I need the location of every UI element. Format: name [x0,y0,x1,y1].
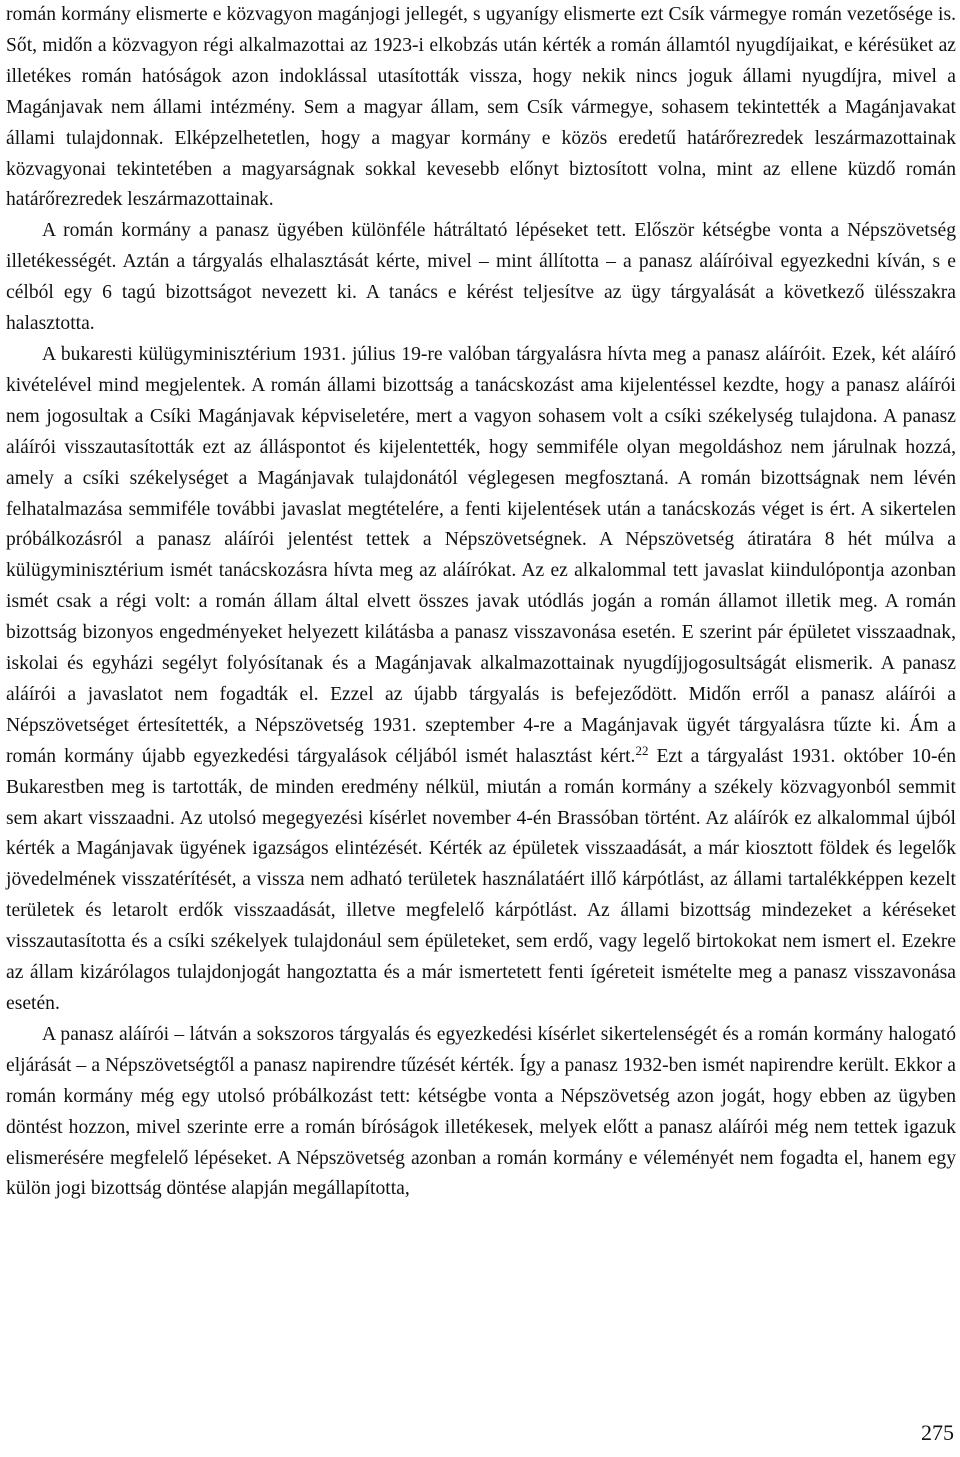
paragraph-3 [6,340,956,1020]
document-body [6,0,956,1205]
paragraph-1-text: román kormány elismerte e közvagyon magánjogi jellegét, s ugyanígy elismerte ezt Csík vármegye román vezetősége is. Sőt, midőn a közvagyon régi alkalmazottai az 1923-i elkobzás után kérték a román államtól nyugdíjaikat, e kérésüket az illetékes román hatóságok azon indoklással utasították vissza, hogy nekik nincs joguk állami nyugdíjra, mivel a Magánjavak nem állami intézmény. Sem a magyar állam, sem Csík vármegye, sohasem tekintették a Magánjavakat állami tulajdonnak. Elképzelhetetlen, hogy a magyar kormány e közös eredetű határőrezredek leszármazottainak közvagyonai tekintetében a magyarságnak sokkal kevesebb előnyt biztosított volna, mint az ellene küzdő román határőrezredek leszármazottainak. [6,4,956,211]
footnote-reference[interactable]: 22 [635,742,649,758]
paragraph-2-text: A román kormány a panasz ügyében különféle hátráltató lépéseket tett. Először kétségbe vonta a Népszövetség illetékességét. Aztán a tárgyalás elhalasztását kérte, mivel – mint állította – a panasz aláíróival egyezkedni kíván, s e célból egy 6 tagú bizottságot nevezett ki. A tanács e kérést teljesítve az ügy tárgyalását a következő ülésszakra halasztotta. [6,220,956,335]
paragraph-1 [6,0,956,216]
paragraph-3-text-b: Ezt a tárgyalást 1931. október 10-én Bukarestben meg is tartották, de minden eredmény nélkül, miután a román kormány a székely közvagyonból semmit sem akart visszaadni. Az utolsó megegyezési kísérlet november 4-én Brassóban történt. Az aláírók ez alkalommal újból kérték a Magánjavak ügyének igazságos elintézését. Kérték az épületek visszaadását, a már kiosztott földek és legelők jövedelmének visszatérítését, a vissza nem adható területek használatáért illő kárpótlást, az állami tartalékképpen kezelt területek és letarolt erdők visszaadását, illetve megfelelő kárpótlást. Az állami bizottság mindezeket a kéréseket visszautasította és a csíki székelyek tulajdonául sem épületeket, sem erdő, vagy legelő birtokokat nem ismert el. Ezekre az állam kizárólagos tulajdonjogát hangoztatta és a már ismertetett fenti ígéreteit ismételte meg a panasz visszavonása esetén. [6,745,956,1014]
paragraph-3-text-a: A bukaresti külügyminisztérium 1931. július 19-re valóban tárgyalásra hívta meg a panasz aláíróit. Ezek, két aláíró kivételével mind megjelentek. A román állami bizottság a tanácskozást ama kijelentéssel kezdte, hogy a panasz aláírói nem jogosultak a Csíki Magánjavak képviseletére, mert a vagyon sohasem volt a csíki székelység tulajdona. A panasz aláírói visszautasították ezt az álláspontot és kijelentették, hogy semmiféle olyan megoldáshoz nem járulnak hozzá, amely a csíki székelységet a Magánjavak tulajdonától véglegesen megfosztaná. A román bizottságnak nem lévén felhatalmazása semmiféle további javaslat megtételére, a fenti kijelentések után a tanácskozás véget is ért. A sikertelen próbálkozásról a panasz aláírói jelentést tettek a Népszövetségnek. A Népszövetség átiratára 8 hét múlva a külügyminisztérium ismét tanácskozásra hívta meg az aláírókat. Az ez alkalommal tett javaslat kiindulópontja azonban ismét csak a régi volt: a román állam által elvett összes javak utódlás jogán a román államot illetik meg. A román bizottság bizonyos engedményeket helyezett kilátásba a panasz visszavonása esetén. E szerint pár épületet visszaadnak, iskolai és egyházi segélyt folyósítanak és a Magánjavak alkalmazottainak nyugdíjjogosultságát elismerik. A panasz aláírói a javaslatot nem fogadták el. Ezzel az újabb tárgyalás is befejeződött. Midőn erről a panasz aláírói a Népszövetséget értesítették, a Népszövetség 1931. szeptember 4-re a Magánjavak ügyét tárgyalásra tűzte ki. Ám a román kormány újabb egyezkedési tárgyalások céljából ismét halasztást kért. [6,343,956,767]
paragraph-2 [6,216,956,340]
page-number: 275 [921,1420,954,1445]
paragraph-4-text: A panasz aláírói – látván a sokszoros tárgyalás és egyezkedési kísérlet sikertelenségét és a román kormány halogató eljárását – a Népszövetségtől a panasz napirendre tűzését kérték. Így a panasz 1932-ben ismét napirendre került. Ekkor a román kormány még egy utolsó próbálkozást tett: kétségbe vonta a Népszövetség azon jogát, hogy ebben az ügyben döntést hozzon, mivel szerinte erre a román bíróságok illetékesek, melyek előtt a panasz aláírói még nem tettek igazuk elismerésére megfelelő lépéseket. A Népszövetség azonban a román kormány e véleményét nem fogadta el, hanem egy külön jogi bizottság döntése alapján megállapította, [6,1023,956,1200]
paragraph-4 [6,1020,956,1205]
